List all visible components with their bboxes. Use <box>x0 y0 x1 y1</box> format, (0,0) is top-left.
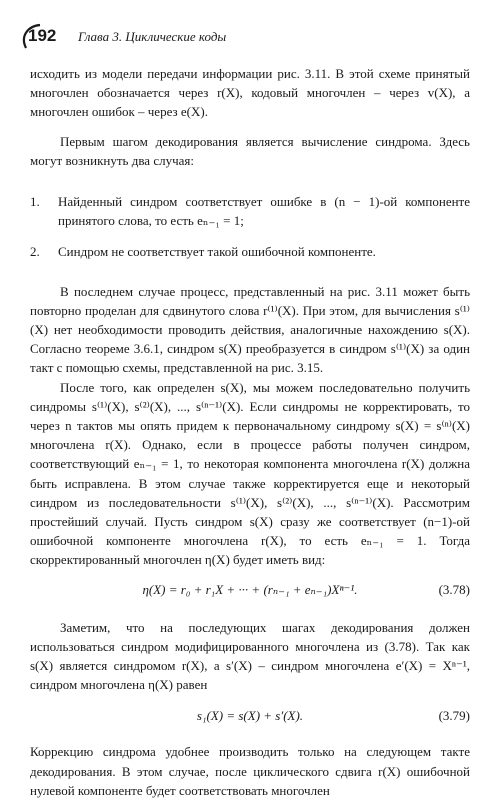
page-header <box>10 22 480 52</box>
list-item-text: Найденный синдром соответствует ошибке в (n − 1)-ой компоненте принятого слова, то есть eₙ₋₁ = 1; <box>58 194 470 229</box>
equation-number: (3.79) <box>438 708 470 724</box>
list-item-text: Синдром не соответствует такой ошибочной компоненте. <box>58 244 376 260</box>
paragraph-after: После того, как определен s(X), мы можем последовательно получить синдромы s⁽¹⁾(X), s⁽²⁾(X), ..., s⁽ⁿ⁻¹⁾(X). Если синдромы не корректировать, то через n тактов мы опять придем к первоначальному синдрому s(X) = s⁽ⁿ⁾(X) многочлена r(X). Однако, если в процессе работы получен синдром, соответствующий eₙ₋₁ = 1, то некоторая компонента многочлена r(X) должна быть исправлена. В этом случае также корректируется еще и некоторый синдром из последовательности s⁽¹⁾(X), s⁽²⁾(X), ..., s⁽ⁿ⁻¹⁾(X). Рассмотрим простейший случай. Пусть синдром s(X) сразу же соответствует (n−1)-ой ошибочной компоненте многочлена r(X), то есть eₙ₋₁ = 1. Тогда скорректированный многочлен η(X) будет иметь вид: <box>30 379 470 568</box>
equation-body: η(X) = r₀ + r₁X + ··· + (rₙ₋₁ + eₙ₋₁)Xⁿ⁻¹. <box>142 581 358 597</box>
list-item-number: 2. <box>30 244 40 260</box>
equation-body: s₁(X) = s(X) + s′(X). <box>196 708 304 724</box>
paragraph-first-step: Первым шагом декодирования является вычисление синдрома. Здесь могут возникнуть два случая: <box>30 133 470 168</box>
paragraph-intro: исходить из модели передачи информации рис. 3.11. В этой схеме принятый многочлен обозначается через r(X), кодовый многочлен – через v(X), а многочлен ошибок – через e(X). <box>30 66 470 120</box>
paragraph-next: Заметим, что на последующих шагах декодирования должен использоваться синдром модифицированного многочлена из (3.78). Так как s(X) является синдромом r(X), а s′(X) – синдром многочлена e′(X) = Xⁿ⁻¹, синдром многочлена η(X) равен <box>30 619 470 693</box>
paragraph-correction: Коррекцию синдрома удобнее производить только на следующем такте декодирования. В этом случае, после циклического сдвига r(X) ошибочной нулевой компоненте будет соответствовать многочлен <box>30 744 470 798</box>
cases-list <box>30 192 470 262</box>
paragraph-last-case: В последнем случае процесс, представленный на рис. 3.11 может быть повторно проделан для сдвинутого слова r⁽¹⁾(X). При этом, для вычисления s⁽¹⁾(X) нет необходимости проводить действия, аналогичные нахождению s(X). Согласно теореме 3.6.1, синдром s(X) преобразуется в синдром s⁽¹⁾(X) за один такт с помощью схемы, представленной на рис. 3.15. <box>30 283 470 376</box>
page-number: 192 <box>28 26 57 45</box>
equation-3-79 <box>30 706 470 728</box>
chapter-title: Глава 3. Циклические коды <box>78 29 227 44</box>
list-item-number: 1. <box>30 194 40 210</box>
equation-number: (3.78) <box>438 581 470 597</box>
list-item <box>30 242 470 261</box>
equation-3-78 <box>30 580 470 602</box>
page-body <box>30 64 470 800</box>
list-item <box>30 192 470 230</box>
